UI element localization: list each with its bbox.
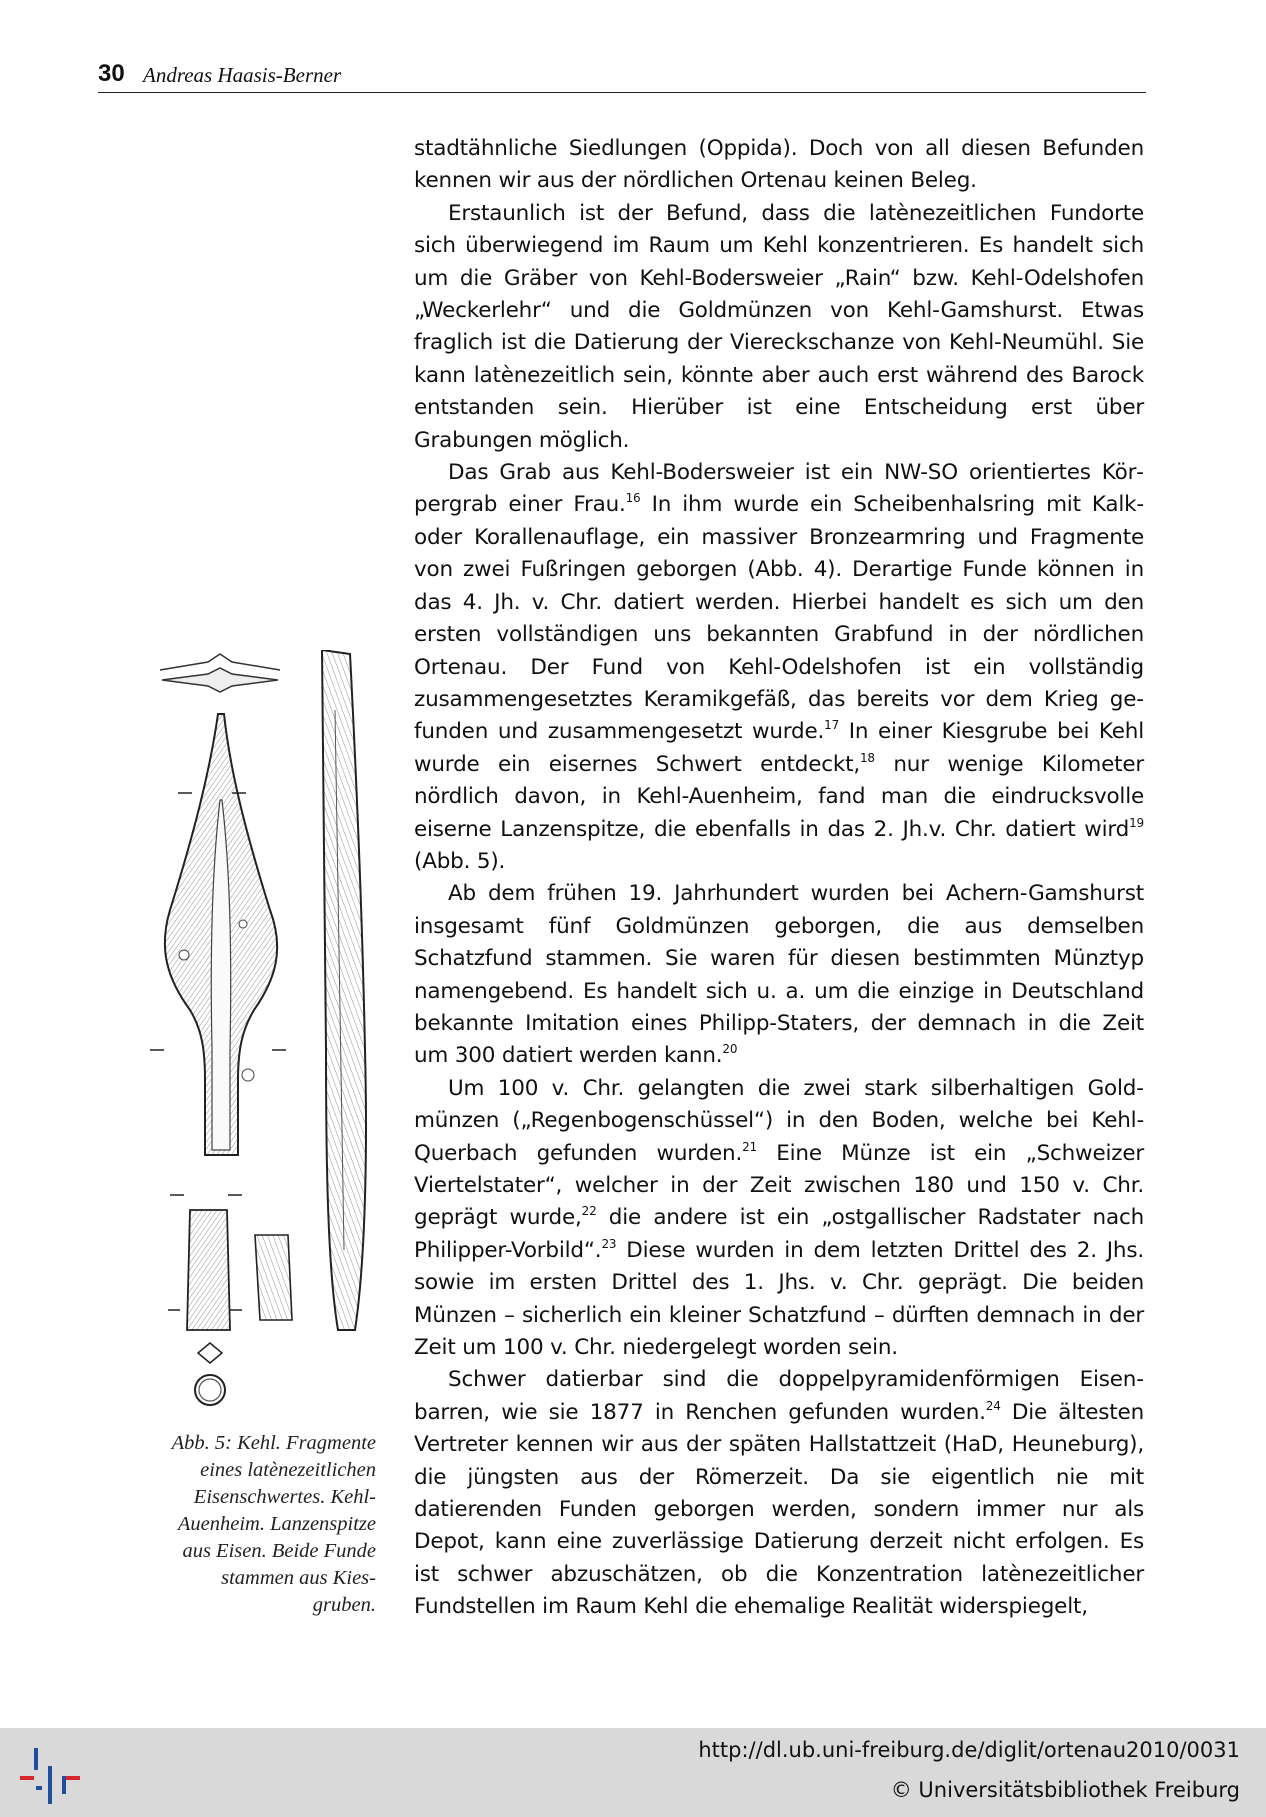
- footnote-marker[interactable]: 16: [625, 491, 641, 506]
- caption-line: gruben.: [312, 1594, 376, 1616]
- caption-line: Auenheim. Lanzenspitze: [177, 1513, 376, 1535]
- footnote-marker[interactable]: 23: [601, 1236, 617, 1251]
- page-header: [98, 58, 1146, 93]
- page-number: 30: [98, 60, 125, 87]
- spearhead-and-sword-drawing: [150, 650, 380, 1410]
- caption-line: stammen aus Kies-: [221, 1567, 376, 1589]
- caption-line: Abb. 5: Kehl. Fragmente: [171, 1432, 376, 1454]
- ub-freiburg-logo-icon: [18, 1746, 82, 1806]
- footnote-marker[interactable]: 21: [742, 1139, 757, 1154]
- body-paragraph: Um 100 v. Chr. gelangten die zwei stark silberhaltigen Goldmünzen („Regenbogenschüssel“) in den Boden, welche bei Kehl-Querbach gefunden wurden.$^{21}$ Eine Münze ist ein „Schweizer Viertelstater“, welcher in der Zeit zwischen 180 und 150 v. Chr. geprägt wurde,$^{22}$ die andere ist ein „ostgallischer Radstater nach Philipper-Vorbild“.$^{23}$ Diese wurden in dem letzten Drittel des 2. Jhs. sowie im ersten Drittel des 1. Jhs. v. Chr. geprägt. Die beiden Münzen – sicherlich ein kleiner Schatzfund – dürften demnach in der Zeit um 100 v. Chr. niedergelegt worden sein.: [414, 1075, 1144, 1361]
- footnote-marker[interactable]: 17: [824, 718, 840, 733]
- body-paragraph: Erstaunlich ist der Befund, dass die latènezeitlichen Fundorte sich überwiegend im Raum um Kehl konzentrieren. Es handelt sich um die Gräber von Kehl-Bodersweier „Rain“ bzw. Kehl-Odelshofen „Weckerlehr“ und die Goldmünzen von Kehl-Gamshurst. Etwas fraglich ist die Datierung der Viereckschanze von Kehl-Neumühl. Sie kann latènezeitlich sein, könnte aber auch erst während des Barock entstanden sein. Hierüber ist eine Entscheidung erst über Grabungen möglich.: [414, 200, 1144, 453]
- footnote-marker[interactable]: 24: [985, 1398, 1001, 1413]
- body-text: [414, 133, 1144, 1624]
- body-paragraph: stadtähnliche Siedlungen (Oppida). Doch von all diesen Befunden kennen wir aus der nördlichen Ortenau keinen Beleg.: [414, 136, 1144, 194]
- caption-line: Eisenschwertes. Kehl-: [193, 1486, 376, 1508]
- footnote-marker[interactable]: 20: [722, 1042, 738, 1057]
- footnote-marker[interactable]: 18: [859, 750, 875, 765]
- copyright-notice: © Universitätsbibliothek Freiburg: [890, 1778, 1240, 1802]
- body-paragraph: Das Grab aus Kehl-Bodersweier ist ein NW-SO orientiertes Körpergrab einer Frau.$^{16}$ In ihm wurde ein Scheibenhalsring mit Kalk- oder Korallenauflage, ein massiver Bronzearmring und Fragmente von zwei Fußringen geborgen (Abb. 4). Derartige Funde können in das 4. Jh. v. Chr. datiert werden. Hierbei handelt es sich um den ersten vollständigen uns bekannten Grabfund in der nördlichen Ortenau. Der Fund von Kehl-Odelshofen ist ein vollständig zusammengesetztes Keramikgefäß, das bereits vor dem Krieg gefunden und zusammengesetzt wurde.$^{17}$ In einer Kiesgrube bei Kehl wurde ein eisernes Schwert entdeckt,$^{18}$ nur wenige Kilometer nördlich davon, in Kehl-Auenheim, fand man die eindrucksvolle eiserne Lanzenspitze, die ebenfalls in das 2. Jh.v. Chr. datiert wird$^{19}$ (Abb. 5).: [414, 460, 1144, 874]
- source-url[interactable]: http://dl.ub.uni-freiburg.de/diglit/ortenau2010/0031: [698, 1738, 1240, 1762]
- footnote-marker[interactable]: 22: [581, 1204, 597, 1219]
- running-head-author: Andreas Haasis-Berner: [143, 63, 342, 87]
- caption-line: eines latènezeitlichen: [200, 1459, 376, 1481]
- body-paragraph: Ab dem frühen 19. Jahrhundert wurden bei Achern-Gamshurst insgesamt fünf Goldmünzen geborgen, die aus demselben Schatzfund stammen. Sie waren für diesen bestimmten Münztyp namengebend. Es handelt sich u. a. um die einzige in Deutschland bekannte Imitation eines Philipp-Staters, der demnach in die Zeit um 300 datiert werden kann.$^{20}$: [414, 881, 1144, 1069]
- footnote-marker[interactable]: 19: [1129, 815, 1144, 830]
- figure-caption: [138, 1430, 376, 1619]
- caption-line: aus Eisen. Beide Funde: [182, 1540, 376, 1562]
- body-paragraph: Schwer datierbar sind die doppelpyramidenförmigen Eisenbarren, wie sie 1877 in Renchen gefunden wurden.$^{24}$ Die ältesten Vertreter kennen wir aus der späten Hallstattzeit (HaD, Heuneburg), die jüngsten aus der Römerzeit. Da sie eigentlich nie mit datierenden Funden geborgen werden, sondern immer nur als Depot, kann eine zuverlässige Datierung derzeit nicht erfolgen. Es ist schwer abzuschätzen, ob die Konzentration latènezeitlicher Fundstellen im Raum Kehl die ehemalige Realität widerspiegelt,: [414, 1367, 1144, 1620]
- figure-lance-and-sword: [150, 650, 380, 1410]
- footer-bar: [0, 1728, 1266, 1817]
